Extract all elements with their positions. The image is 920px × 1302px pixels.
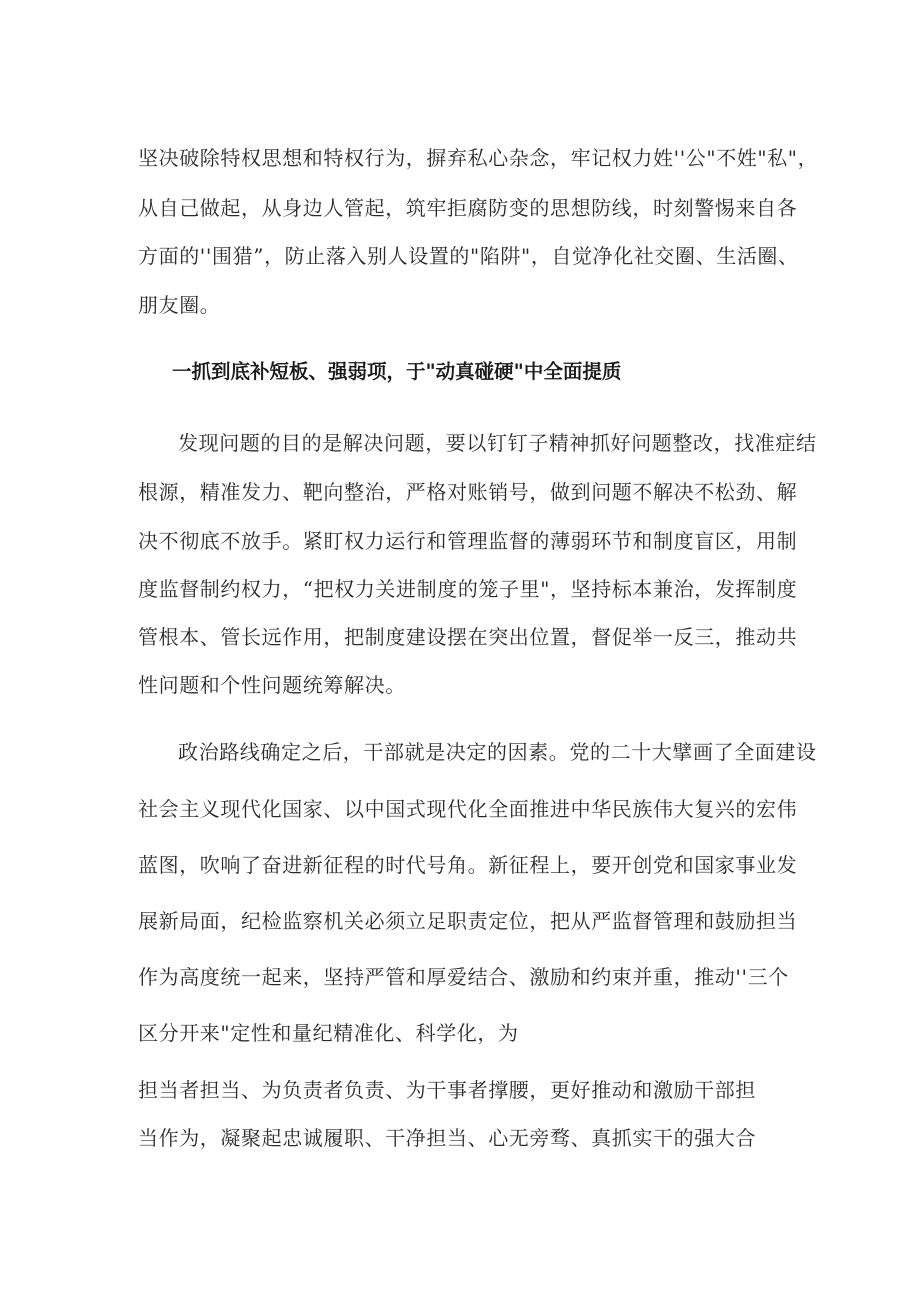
paragraph-1-line-1: 坚决破除特权思想和特权行为，摒弃私心杂念，牢记权力姓''公"不姓"私"， [138, 146, 819, 170]
paragraph-3-line-2: 社会主义现代化国家、以中国式现代化全面推进中华民族伟大复兴的宏伟 [138, 797, 798, 821]
paragraph-1-line-3: 方面的''围猎”，防止落入别人设置的"陷阱"，自觉净化社交圈、生活圈、 [138, 244, 799, 268]
paragraph-1-line-2: 从自己做起，从身边人管起，筑牢拒腐防变的思想防线，时刻警惕来自各 [138, 196, 798, 220]
paragraph-2-line-4: 度监督制约权力，“把权力关进制度的笼子里"，坚持标本兼治，发挥制度 [138, 577, 798, 601]
paragraph-3-line-6: 区分开来"定性和量纪精准化、科学化，为 [138, 1021, 519, 1045]
paragraph-2-line-5: 管根本、管长远作用，把制度建设摆在突出位置，督促举一反三，推动共 [138, 625, 798, 649]
section-heading: 一抓到底补短板、强弱项，于"动真碰硬"中全面提质 [172, 360, 622, 383]
paragraph-4-line-1: 担当者担当、为负责者负责、为干事者撑腰，更好推动和激励干部担 [138, 1078, 756, 1102]
paragraph-3-line-3: 蓝图，吹响了奋进新征程的时代号角。新征程上，要开创党和国家事业发 [138, 853, 798, 877]
paragraph-1-line-4: 朋友圈。 [138, 293, 221, 317]
paragraph-2-line-3: 决不彻底不放手。紧盯权力运行和管理监督的薄弱环节和制度盲区，用制 [138, 529, 798, 553]
paragraph-4-line-2: 当作为，凝聚起忠诚履职、干净担当、心无旁骛、真抓实干的强大合 [138, 1126, 756, 1150]
paragraph-2-line-2: 根源，精准发力、靶向整治，严格对账销号，做到问题不解决不松劲、解 [138, 480, 798, 504]
paragraph-3-line-4: 展新局面，纪检监察机关必须立足职责定位，把从严监督管理和鼓励担当 [138, 909, 798, 933]
paragraph-3-line-1: 政治路线确定之后，干部就是决定的因素。党的二十大擘画了全面建设 [178, 740, 817, 764]
paragraph-2-line-1: 发现问题的目的是解决问题，要以钉钉子精神抓好问题整改，找准症结 [178, 431, 817, 455]
paragraph-3-line-5: 作为高度统一起来，坚持严管和厚爱结合、激励和约束并重，推动''三个 [138, 965, 789, 989]
paragraph-2-line-6: 性问题和个性问题统筹解决。 [138, 673, 406, 697]
